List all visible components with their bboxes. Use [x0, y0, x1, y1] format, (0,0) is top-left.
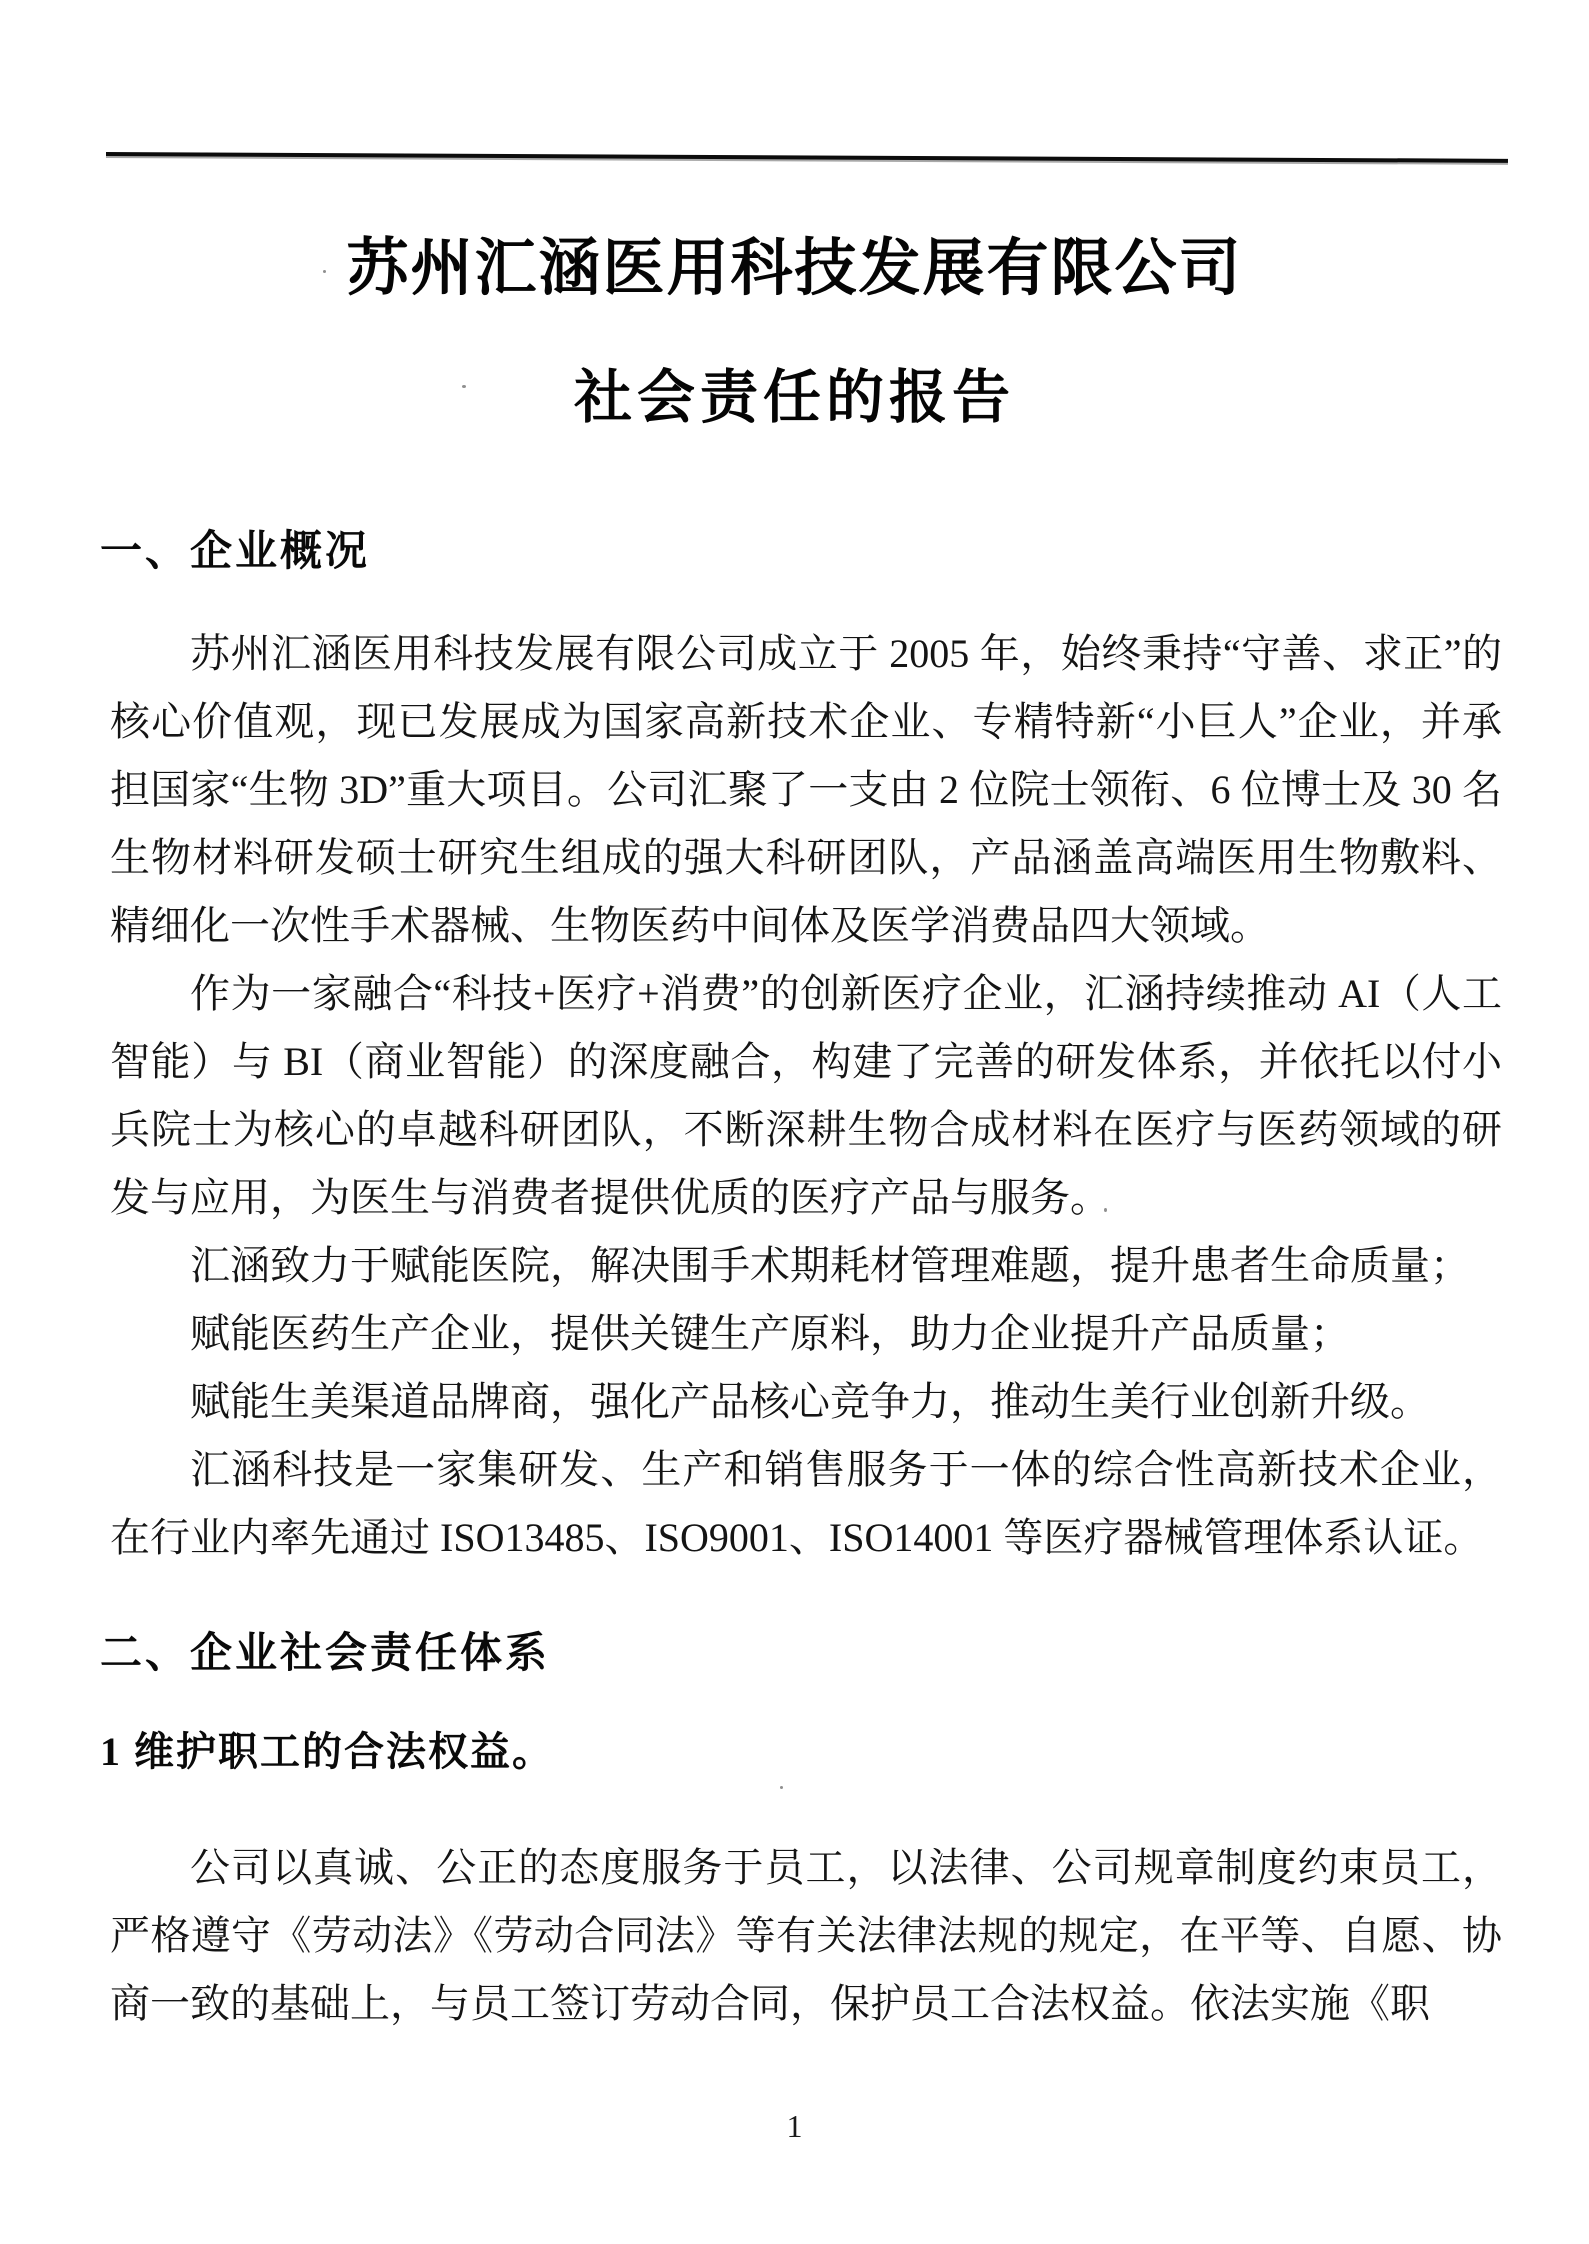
paragraph-certifications: 汇涵科技是一家集研发、生产和销售服务于一体的综合性高新技术企业，在行业内率先通过 ISO13485、ISO9001、ISO14001 等医疗器械管理体系认证。 [110, 1447, 1502, 1560]
page-number: 1 [786, 2108, 803, 2144]
subsection-heading-employee-rights: 1 维护职工的合法权益。 [100, 1729, 554, 1774]
paragraph-empower-hospitals: 汇涵致力于赋能医院，解决围手术期耗材管理难题，提升患者生命质量； [190, 1243, 1470, 1288]
paragraph-company-intro: 苏州汇涵医用科技发展有限公司成立于 2005 年，始终秉持“守善、求正”的核心价值观，现已发展成为国家高新技术企业、专精特新“小巨人”企业，并承担国家“生物 3D”重大项目。公司汇聚了一支由 2 位院士领衔、6 位博士及 30 名生物材料研发硕士研究生组成的强大科研团队，产品涵盖高端医用生物敷料、精细化一次性手术器械、生物医药中间体及医学消费品四大领域。 [110, 631, 1502, 948]
section-body-csr-system [110, 1834, 1502, 2038]
header-rule [106, 152, 1508, 163]
paragraph-innovation: 作为一家融合“科技+医疗+消费”的创新医疗企业，汇涵持续推动 AI（人工智能）与 BI（商业智能）的深度融合，构建了完善的研发体系，并依托以付小兵院士为核心的卓越科研团队，不断深耕生物合成材料在医疗与医药领域的研发与应用，为医生与消费者提供优质的医疗产品与服务。 [110, 971, 1502, 1220]
document-title: 苏州汇涵医用科技发展有限公司 [346, 235, 1243, 303]
paragraph-empower-beauty: 赋能生美渠道品牌商，强化产品核心竞争力，推动生美行业创新升级。 [190, 1379, 1430, 1424]
section-heading-company-overview: 一、企业概况 [100, 529, 371, 575]
document-subtitle: 社会责任的报告 [573, 365, 1015, 430]
paragraph-empower-pharma: 赋能医药生产企业，提供关键生产原料，助力企业提升产品质量； [190, 1311, 1350, 1356]
section-body-company-overview [110, 620, 1502, 1572]
section-heading-csr-system: 二、企业社会责任体系 [100, 1631, 551, 1677]
scan-speckle [780, 1786, 783, 1789]
paragraph-employee-rights: 公司以真诚、公正的态度服务于员工，以法律、公司规章制度约束员工，严格遵守《劳动法》《劳动合同法》等有关法律法规的规定，在平等、自愿、协商一致的基础上，与员工签订劳动合同，保护员工合法权益。依法实施《职 [110, 1845, 1502, 2026]
